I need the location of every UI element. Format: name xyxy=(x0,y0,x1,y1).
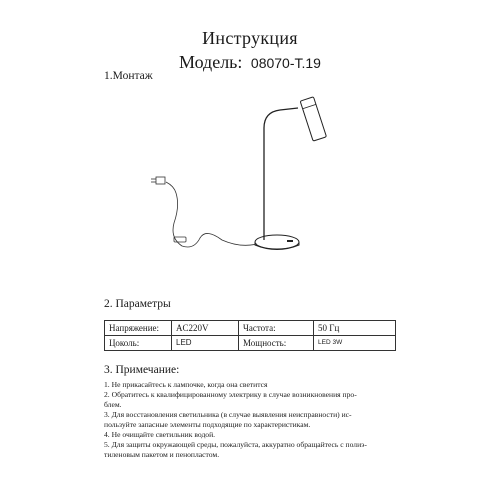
table-row xyxy=(105,336,396,351)
parameters-table xyxy=(104,320,396,351)
note-line: 1. Не прикасайтесь к лампочке, когда она светится xyxy=(104,380,268,389)
section-mounting-heading: 1.Монтаж xyxy=(104,70,153,82)
param-value: LED 3W xyxy=(314,336,396,351)
note-line: 5. Для защиты окружающей среды, пожалуйста, аккуратно обращайтесь с полиэ- xyxy=(104,440,367,449)
param-value: AC220V xyxy=(172,321,239,336)
table-row xyxy=(105,321,396,336)
plug-icon xyxy=(151,177,165,184)
note-line: пользуйте запасные элементы подходящие по характеристикам. xyxy=(104,420,311,429)
note-line: 2. Обратитесь к квалифицированному электрику в случае возникновения про- xyxy=(104,390,357,399)
section-parameters-heading: 2. Параметры xyxy=(104,298,171,310)
param-value: 50 Гц xyxy=(314,321,396,336)
lamp-switch xyxy=(287,240,293,242)
note-line: 3. Для восстановления светильника (в случае выявления неисправности) ис- xyxy=(104,410,352,419)
lamp-illustration xyxy=(140,88,380,268)
param-label: Частота: xyxy=(239,321,314,336)
note-line: 4. Не очищайте светильник водой. xyxy=(104,430,216,439)
section-notes-heading: 3. Примечание: xyxy=(104,364,180,376)
model-code: 08070-T.19 xyxy=(250,55,321,71)
lamp-head xyxy=(300,97,326,141)
param-label: Цоколь: xyxy=(105,336,172,351)
model-label: Модель: xyxy=(179,52,243,72)
note-line: тиленовым пакетом и пенопластом. xyxy=(104,450,220,459)
param-value: LED xyxy=(172,336,239,351)
note-line: блем. xyxy=(104,400,122,409)
model-line xyxy=(0,52,500,73)
param-label: Напряжение: xyxy=(105,321,172,336)
document-title: Инструкция xyxy=(202,28,298,48)
param-label: Мощность: xyxy=(239,336,314,351)
lamp-stem xyxy=(264,108,298,240)
notes-list xyxy=(104,380,400,460)
